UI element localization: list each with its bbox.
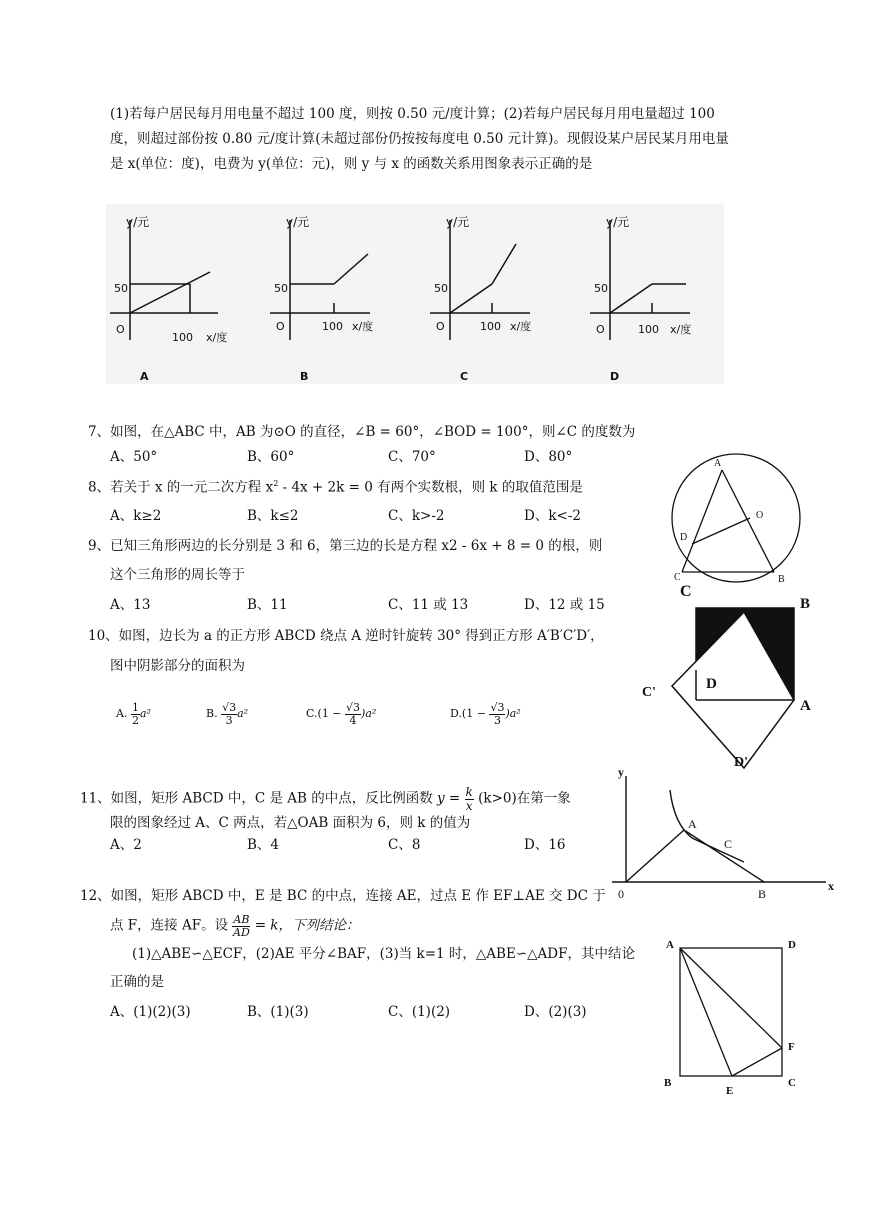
fig7-label-c: C: [674, 572, 681, 583]
q9-option-d: D、12 或 15: [524, 597, 605, 613]
graph-d-letter: D: [610, 370, 620, 383]
graph-d-x100: 100: [638, 323, 659, 336]
graph-panel: [0, 200, 869, 400]
fig12-label-b: B: [664, 1077, 672, 1089]
graph-d-y50: 50: [594, 282, 608, 295]
fig11-label-c: C: [724, 837, 733, 851]
q12-line-3: (1)△ABE∽△ECF，(2)AE 平分∠BAF，(3)当 k=1 时，△ABE∽△ADF，其中结论: [132, 946, 635, 962]
q12-line-1: 12、如图，矩形 ABCD 中，E 是 BC 的中点，连接 AE，过点 E 作 EF⊥AE 交 DC 于: [80, 888, 606, 904]
fig10-label-b: B: [800, 596, 811, 612]
fig10-label-d: D: [706, 676, 717, 692]
fig7-label-b: B: [778, 574, 785, 585]
graph-d-xlabel: x/度: [670, 323, 692, 336]
q8-sup: 2: [273, 479, 279, 488]
q11-option-d: D、16: [524, 837, 566, 853]
q12-option-c: C、(1)(2): [388, 1004, 451, 1020]
q7-option-b: B、60°: [247, 449, 295, 465]
q7-option-d: D、80°: [524, 449, 573, 465]
fig10-label-a: A: [800, 698, 811, 714]
figure-q10-squares: [640, 590, 840, 770]
q10-option-c: C.(1 − $\frac{√3}{4}$ )a²: [306, 701, 377, 727]
q11-option-a: A、2: [110, 837, 142, 853]
graph-c-y50: 50: [434, 282, 448, 295]
fig12-label-a: A: [666, 939, 674, 951]
fig12-label-c: C: [788, 1077, 796, 1089]
fig7-label-o: O: [756, 510, 764, 521]
graph-c-x100: 100: [480, 320, 501, 333]
q7-option-a: A、50°: [110, 449, 158, 465]
q9-option-b: B、11: [247, 597, 288, 613]
q10-option-a: A. $\frac{1}{2}$ a²: [116, 701, 151, 727]
fig7-label-c-bottom: C: [680, 583, 692, 600]
graph-b-origin: O: [276, 320, 285, 333]
fig12-label-d: D: [788, 939, 796, 951]
q8-stem-a: 8、若关于 x 的一元二次方程 x: [88, 479, 274, 496]
fig7-label-a: A: [714, 458, 722, 469]
fig11-label-o: 0: [618, 887, 624, 901]
graph-d-origin: O: [596, 323, 605, 336]
q11-line-1: 11、如图，矩形 ABCD 中，C 是 AB 的中点，反比例函数 y = $\frac{k}{x}$ (k>0)在第一象: [80, 785, 571, 813]
graph-b-ylabel: y/元: [286, 215, 310, 229]
q8-option-c: C、k>-2: [388, 508, 445, 524]
graph-a-x100: 100: [172, 331, 193, 344]
q8-option-b: B、k≤2: [247, 508, 299, 524]
graph-a-ylabel: y/元: [126, 215, 150, 229]
figure-q11-graph: [612, 766, 852, 906]
q12-line-2: 点 F，连接 AF。设 $\frac{AB}{AD}$ = k，下列结论：: [110, 913, 360, 939]
fig10-label-dprime: D': [734, 755, 748, 770]
graph-b-letter: B: [300, 370, 309, 383]
fig10-label-cprime: C': [642, 685, 656, 700]
q10-option-d: D.(1 − $\frac{√3}{3}$ )a²: [450, 701, 521, 727]
graph-d-ylabel: y/元: [606, 215, 630, 229]
intro-line-1: (1)若每户居民每月用电量不超过 100 度，则按 0.50 元/度计算；(2)若每户居民每月用电量超过 100: [110, 106, 715, 122]
q12-option-a: A、(1)(2)(3): [110, 1004, 191, 1020]
figure-q12-rectangle: [662, 936, 812, 1096]
q7-option-c: C、70°: [388, 449, 436, 465]
graph-a-xlabel: x/度: [206, 331, 228, 344]
fig11-label-a: A: [688, 817, 697, 831]
fig12-label-f: F: [788, 1041, 795, 1053]
graph-a-y50: 50: [114, 282, 128, 295]
q9-option-c: C、11 或 13: [388, 597, 469, 613]
q12-option-d: D、(2)(3): [524, 1004, 587, 1020]
graph-a-letter: A: [140, 370, 149, 383]
q11-option-c: C、8: [388, 837, 421, 853]
figure-q7-circle: [670, 458, 820, 598]
graph-b-xlabel: x/度: [352, 320, 374, 333]
q7-stem: 7、如图，在△ABC 中，AB 为⊙O 的直径，∠B = 60°，∠BOD = 100°，则∠C 的度数为: [88, 424, 636, 440]
q10-option-b: B. $\frac{√3}{3}$ a²: [206, 701, 249, 727]
q10-line-2: 图中阴影部分的面积为: [110, 658, 245, 674]
graph-c-ylabel: y/元: [446, 215, 470, 229]
q8-stem: [88, 480, 583, 495]
q11-option-b: B、4: [247, 837, 280, 853]
q11-line-2: 限的图象经过 A、C 两点，若△OAB 面积为 6，则 k 的值为: [110, 815, 471, 831]
intro-line-2: 度，则超过部份按 0.80 元/度计算(未超过部份仍按按每度电 0.50 元计算)。现假设某户居民某月用电量: [110, 131, 729, 147]
graph-c-letter: C: [460, 370, 469, 383]
q12-line-4: 正确的是: [110, 974, 164, 990]
fig7-label-d: D: [680, 532, 688, 543]
graph-b-y50: 50: [274, 282, 288, 295]
q8-stem-b: - 4x + 2k = 0 有两个实数根，则 k 的取值范围是: [278, 479, 583, 496]
q12-option-b: B、(1)(3): [247, 1004, 309, 1020]
q8-option-a: A、k≥2: [110, 508, 162, 524]
intro-line-3: 是 x(单位：度)，电费为 y(单位：元)，则 y 与 x 的函数关系用图象表示正确的是: [110, 156, 593, 172]
q9-option-a: A、13: [110, 597, 151, 613]
graph-c-xlabel: x/度: [510, 320, 532, 333]
graph-a-origin: O: [116, 323, 125, 336]
fig12-label-e: E: [726, 1085, 734, 1097]
graph-b-x100: 100: [322, 320, 343, 333]
graph-c-origin: O: [436, 320, 445, 333]
fig11-label-b: B: [758, 887, 767, 901]
fig11-label-y: y: [618, 765, 624, 779]
q9-line-2: 这个三角形的周长等于: [110, 567, 245, 583]
q10-line-1: 10、如图，边长为 a 的正方形 ABCD 绕点 A 逆时针旋转 30° 得到正方形 A′B′C′D′，: [88, 628, 604, 644]
q8-option-d: D、k<-2: [524, 508, 581, 524]
q9-line-1: 9、已知三角形两边的长分别是 3 和 6，第三边的长是方程 x2 - 6x + 8 = 0 的根，则: [88, 538, 603, 554]
fig11-label-x: x: [828, 879, 834, 893]
